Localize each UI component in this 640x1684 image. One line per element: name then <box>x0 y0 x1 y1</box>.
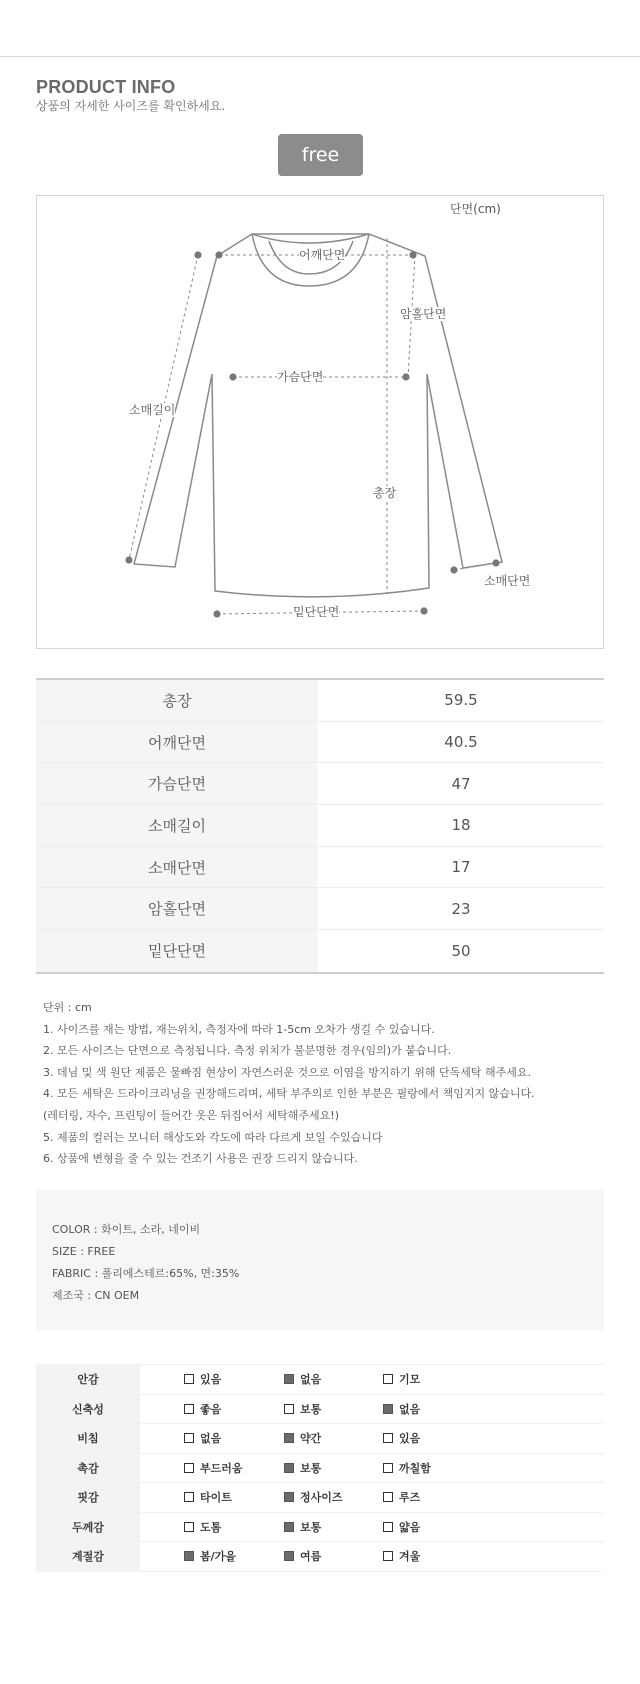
table-row <box>36 930 604 972</box>
option-label: 좋음 <box>200 1402 222 1416</box>
attribute-option <box>184 1489 232 1505</box>
row-value: 40.5 <box>444 733 478 752</box>
attribute-row <box>36 1542 604 1572</box>
row-value: 47 <box>451 774 471 793</box>
label-armhole: 암홀단면 <box>400 307 447 321</box>
attribute-label: 두께감 <box>36 1513 140 1542</box>
table-row <box>36 847 604 889</box>
label-hem: 밑단단면 <box>293 605 340 619</box>
option-label: 보통 <box>300 1520 322 1534</box>
attribute-row <box>36 1454 604 1484</box>
table-row <box>36 722 604 764</box>
table-row <box>36 763 604 805</box>
row-label: 어깨단면 <box>36 722 318 763</box>
option-label: 기모 <box>399 1373 421 1387</box>
row-value: 23 <box>451 899 471 918</box>
checkbox-filled-icon <box>284 1492 294 1502</box>
note-line: 2. 모든 사이즈는 단면으로 측정됩니다. 측정 위치가 불분명한 경우(임의)가 붙습니다. <box>43 1044 452 1058</box>
checkbox-empty-icon <box>184 1404 194 1414</box>
size-diagram <box>36 195 604 649</box>
label-total-length: 총장 <box>373 486 397 500</box>
row-value: 18 <box>451 816 471 835</box>
row-label: 가슴단면 <box>36 763 318 804</box>
attribute-label: 핏감 <box>36 1483 140 1512</box>
attribute-label: 신축성 <box>36 1395 140 1424</box>
attribute-option <box>383 1401 420 1417</box>
option-label: 약간 <box>300 1432 322 1446</box>
marker-dot <box>213 610 220 617</box>
attribute-option <box>184 1430 221 1446</box>
size-table <box>36 678 604 974</box>
option-label: 없음 <box>300 1373 322 1387</box>
attribute-option <box>184 1460 243 1476</box>
note-line: 4. 모든 세탁은 드라이크리닝을 권장해드리며, 세탁 부주의로 인한 부분은 필랑에서 책임지지 않습니다. <box>43 1087 535 1101</box>
spec-color: COLOR : 화이트, 소라, 네이비 <box>52 1223 201 1236</box>
row-value: 50 <box>451 941 471 960</box>
product-info-title: PRODUCT INFO <box>36 77 176 97</box>
note-line: 6. 상품에 변형을 줄 수 있는 건조기 사용은 권장 드리지 않습니다. <box>43 1152 358 1166</box>
attribute-label: 계절감 <box>36 1542 140 1571</box>
note-line: 5. 제품의 컬러는 모니터 해상도와 각도에 따라 다르게 보일 수있습니다 <box>43 1130 383 1144</box>
attribute-option <box>284 1519 321 1535</box>
checkbox-empty-icon <box>383 1522 393 1532</box>
checkbox-empty-icon <box>184 1433 194 1443</box>
attribute-option <box>383 1519 420 1535</box>
option-label: 까칠함 <box>399 1461 431 1475</box>
top-divider <box>0 56 640 57</box>
attribute-label: 촉감 <box>36 1454 140 1483</box>
row-label: 소매단면 <box>36 847 318 888</box>
marker-dot <box>229 373 236 380</box>
attribute-option <box>184 1548 236 1564</box>
spec-fabric: FABRIC : 폴리에스테르:65%, 면:35% <box>52 1267 240 1280</box>
marker-dot <box>450 566 457 573</box>
attribute-option <box>284 1548 321 1564</box>
marker-dot <box>420 607 427 614</box>
option-label: 정사이즈 <box>300 1491 343 1505</box>
option-label: 여름 <box>300 1550 322 1564</box>
checkbox-empty-icon <box>284 1404 294 1414</box>
attribute-option <box>284 1371 321 1387</box>
option-label: 루즈 <box>399 1491 421 1505</box>
product-info-subtitle: 상품의 자세한 사이즈를 확인하세요. <box>36 99 226 113</box>
option-label: 있음 <box>399 1432 421 1446</box>
checkbox-filled-icon <box>284 1522 294 1532</box>
attribute-option <box>383 1489 420 1505</box>
label-sleeve-width: 소매단면 <box>484 574 531 588</box>
option-label: 봄/가을 <box>200 1550 236 1564</box>
table-row <box>36 888 604 930</box>
unit-label: 단면(cm) <box>450 202 501 216</box>
attribute-row <box>36 1513 604 1543</box>
row-label: 소매길이 <box>36 805 318 846</box>
attribute-row <box>36 1424 604 1454</box>
checkbox-filled-icon <box>284 1551 294 1561</box>
note-line: 3. 데님 및 색 원단 제품은 물빠짐 현상이 자연스러운 것으로 이염을 방지하기 위해 단독세탁 해주세요. <box>43 1065 531 1079</box>
attribute-row <box>36 1365 604 1395</box>
marker-dot <box>402 373 409 380</box>
row-value: 17 <box>451 858 471 877</box>
checkbox-filled-icon <box>184 1551 194 1561</box>
spec-size: SIZE : FREE <box>52 1245 116 1258</box>
option-label: 있음 <box>200 1373 222 1387</box>
attribute-option <box>383 1460 431 1476</box>
attribute-option <box>284 1401 321 1417</box>
checkbox-empty-icon <box>383 1433 393 1443</box>
checkbox-filled-icon <box>383 1404 393 1414</box>
product-spec-box <box>36 1190 604 1330</box>
checkbox-empty-icon <box>184 1492 194 1502</box>
attribute-row <box>36 1483 604 1513</box>
checkbox-empty-icon <box>383 1374 393 1384</box>
attribute-label: 비침 <box>36 1424 140 1453</box>
note-line: 단위 : cm <box>43 1001 92 1014</box>
option-label: 없음 <box>200 1432 222 1446</box>
row-label: 총장 <box>36 680 318 721</box>
checkbox-empty-icon <box>184 1374 194 1384</box>
row-label: 밑단단면 <box>36 930 318 972</box>
attribute-option <box>184 1401 221 1417</box>
size-tab-free[interactable]: free <box>278 134 363 176</box>
option-label: 보통 <box>300 1461 322 1475</box>
marker-dot <box>409 251 416 258</box>
marker-dot <box>492 559 499 566</box>
option-label: 타이트 <box>200 1491 232 1505</box>
table-row <box>36 805 604 847</box>
option-label: 보통 <box>300 1402 322 1416</box>
attribute-option <box>383 1430 420 1446</box>
attribute-label: 안감 <box>36 1365 140 1394</box>
option-label: 부드러움 <box>200 1461 243 1475</box>
checkbox-filled-icon <box>284 1463 294 1473</box>
checkbox-empty-icon <box>383 1463 393 1473</box>
row-label: 암홀단면 <box>36 888 318 929</box>
attribute-option <box>284 1460 321 1476</box>
option-label: 얇음 <box>399 1520 421 1534</box>
row-value: 59.5 <box>444 691 478 710</box>
attribute-option <box>184 1371 221 1387</box>
checkbox-filled-icon <box>284 1433 294 1443</box>
attribute-table <box>36 1364 604 1572</box>
attribute-option <box>383 1371 420 1387</box>
marker-dot <box>194 251 201 258</box>
checkbox-empty-icon <box>383 1551 393 1561</box>
attribute-row <box>36 1395 604 1425</box>
option-label: 없음 <box>399 1402 421 1416</box>
checkbox-empty-icon <box>184 1522 194 1532</box>
checkbox-empty-icon <box>184 1463 194 1473</box>
label-sleeve-length: 소매길이 <box>129 403 176 417</box>
label-shoulder: 어깨단면 <box>299 248 346 262</box>
label-chest: 가슴단면 <box>277 370 324 384</box>
size-notes <box>43 997 535 1170</box>
checkbox-filled-icon <box>284 1374 294 1384</box>
note-line: 1. 사이즈를 재는 방법, 재는위치, 측정자에 따라 1-5cm 오차가 생길 수 있습니다. <box>43 1022 435 1036</box>
note-line: (레터링, 자수, 프린팅이 들어간 옷은 뒤집어서 세탁해주세요!) <box>43 1108 339 1122</box>
attribute-option <box>284 1489 343 1505</box>
attribute-option <box>284 1430 321 1446</box>
option-label: 도톰 <box>200 1520 222 1534</box>
marker-dot <box>215 251 222 258</box>
marker-dot <box>125 556 132 563</box>
attribute-option <box>383 1548 420 1564</box>
table-row <box>36 680 604 722</box>
option-label: 겨울 <box>399 1550 421 1564</box>
checkbox-empty-icon <box>383 1492 393 1502</box>
attribute-option <box>184 1519 221 1535</box>
spec-origin: 제조국 : CN OEM <box>52 1289 140 1302</box>
